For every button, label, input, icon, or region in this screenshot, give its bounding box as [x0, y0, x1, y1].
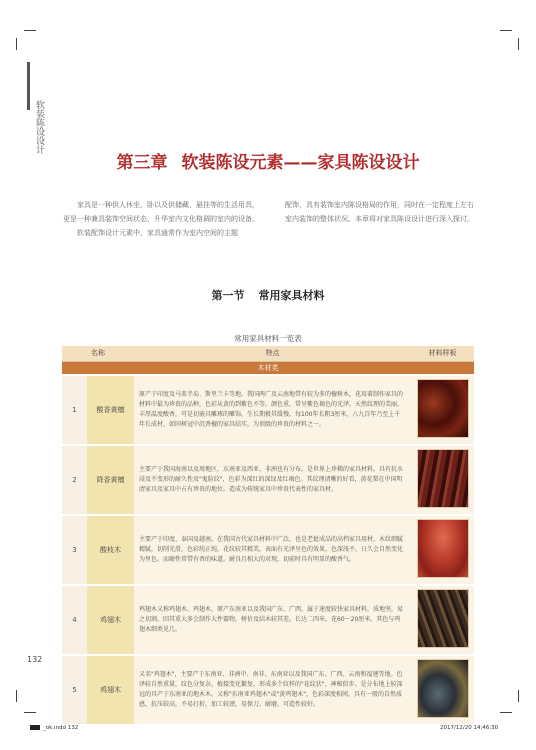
header-name: 名称: [62, 346, 134, 362]
row-image-cell: [411, 585, 474, 655]
footer-file-info: [30, 725, 78, 731]
page-number: 132: [27, 655, 43, 664]
materials-table: [62, 346, 474, 726]
group-row: [62, 362, 474, 376]
row-image-cell: [411, 375, 474, 445]
group-label: 木材类: [62, 362, 474, 376]
row-description: 主要产于我国海南以及周地区，东南亚及西亚、非洲也有分布。是世界上珍稀的家具材料，具有抗水浸及不变形的耐久性及"鬼脸纹"，色彩为深红的深绿及红褐色。其纹理清晰的好看，黄花梨在中国明清家具及家具中占有珍贵的地位。造成为传统家具中珍贵代表性的家具材。: [134, 445, 411, 515]
intro-right-column: [285, 198, 480, 226]
crop-mark: [518, 690, 519, 702]
row-description: 鸡翅木又称鸡翅木、鸡翅木，原产东南亚以及我国广东、广西，属于速度较快家具材料，质地坚，易之切割。因其重大多会制作大件器物。树价及结木较其差。长达二四米，花60～20厘米。其色与鸡翅木细类见几。: [134, 585, 411, 655]
intro-paragraph: 配饰，具有装饰室内陈设格局的作用，同时在一定程度上左右室内装饰的整体状况。本章将对家具陈设设计进行深入探讨。: [285, 201, 474, 223]
row-index: 2: [62, 445, 87, 515]
row-name: 鸡翅木: [87, 655, 134, 725]
table-row: [62, 655, 474, 725]
chapter-number: 第三章: [116, 153, 168, 173]
wood-sample-image: [417, 519, 469, 578]
header-image: 材料样板: [411, 346, 474, 362]
row-index: 3: [62, 515, 87, 585]
row-description: 原产于印度及马来半岛、斯里兰卡等地。我国两广及云南地带有较为多的檀树木，花用着制作家具的材料中最为珍贵的品种，色彩从黄的到紫色不等。颜色重，常呈紫色褐色的光泽。天然纹理的美丽，丰厚温度酸香，可是切嵌具雕琢的雕饰，生长期极其缓慢，每100年长粗3厘米，八九百年乃至上千年长成材，如同树冠中沉香檀的家具结实，为顶级的珍贵的材料之一。: [134, 375, 411, 445]
footer-timestamp: 2017/12/20 14:46:30: [440, 725, 499, 731]
intro-left-column: [63, 198, 263, 240]
row-image-cell: [411, 445, 474, 515]
chapter-title: [0, 148, 536, 173]
chapter-heading: 软装陈设元素——家具陈设设计: [181, 153, 420, 173]
crop-mark: [16, 38, 17, 50]
crop-mark: [518, 38, 519, 50]
table-caption: 常用家具材料一览表: [234, 334, 302, 343]
row-index: 1: [62, 375, 87, 445]
wood-sample-image: [417, 379, 469, 438]
row-description: 又名"鸡翅木"，主要产于东南亚、非洲中、南非、东南亚以及我国广东、广西、云南和福建等地。色泽较自然重量，纹色分复杂，植接变化繁复，形成多个纹样的"花纹状"、神秘似步。是分布地上较深远的具产于东南亚的地木木。又称"东南亚鸡翅木"或"黄鸡翅木"，色彩深度相间，具有一般的自然质感，抗压较高，不易打折，加工较漂，易保刀，耐磨，可造性较好。: [134, 655, 411, 725]
wood-sample-image: [417, 449, 469, 508]
print-mark-icon: [30, 725, 40, 730]
intro-paragraph: 家具是一种供人休坐、卧以及供储藏、悬挂等的生活用具，更是一种兼具装饰空间状态，升华室内文化格调的室内的设备。: [63, 201, 259, 223]
footer-file-name: _ok.indd 132: [43, 725, 79, 731]
side-label: 软装陈设设计: [34, 100, 44, 154]
section-heading: 常用家具材料: [258, 289, 325, 302]
table-header-row: [62, 346, 474, 362]
row-name: 降香黄檀: [87, 445, 134, 515]
table-row: [62, 375, 474, 445]
section-number: 第一节: [211, 289, 245, 302]
crop-mark: [24, 712, 36, 713]
wood-sample-image: [417, 659, 469, 718]
crop-mark: [16, 690, 17, 702]
intro-paragraph: 软装配饰设计元素中，家具通常作为室内空间的主题: [77, 229, 238, 237]
row-name: 酸香黄檀: [87, 375, 134, 445]
row-index: 5: [62, 655, 87, 725]
row-image-cell: [411, 655, 474, 725]
crop-mark: [24, 30, 36, 31]
section-title: [0, 287, 536, 303]
wood-sample-image: [417, 589, 469, 648]
table-row: [62, 445, 474, 515]
row-image-cell: [411, 515, 474, 585]
table-row: [62, 585, 474, 655]
side-accent-bar: [27, 62, 30, 110]
row-index: 4: [62, 585, 87, 655]
crop-mark: [500, 712, 512, 713]
row-description: 主要产于印度、泰国及越南。在我国古代家具材料中广泛，也是老挝成品的高档家具用材。木纹细腻精腻，切削光滑，色彩纯正纯，花纹较其精美，表面有光泽呈色的效果，色深浅不，日久会自然变化为里色。而硬性常带有香的味道。耐良且相大的对现，切前时具有明显的酸香气。: [134, 515, 411, 585]
table-row: [62, 515, 474, 585]
crop-mark: [500, 30, 512, 31]
row-name: 酸枝木: [87, 515, 134, 585]
header-property: 特点: [134, 346, 411, 362]
row-name: 鸡翅木: [87, 585, 134, 655]
